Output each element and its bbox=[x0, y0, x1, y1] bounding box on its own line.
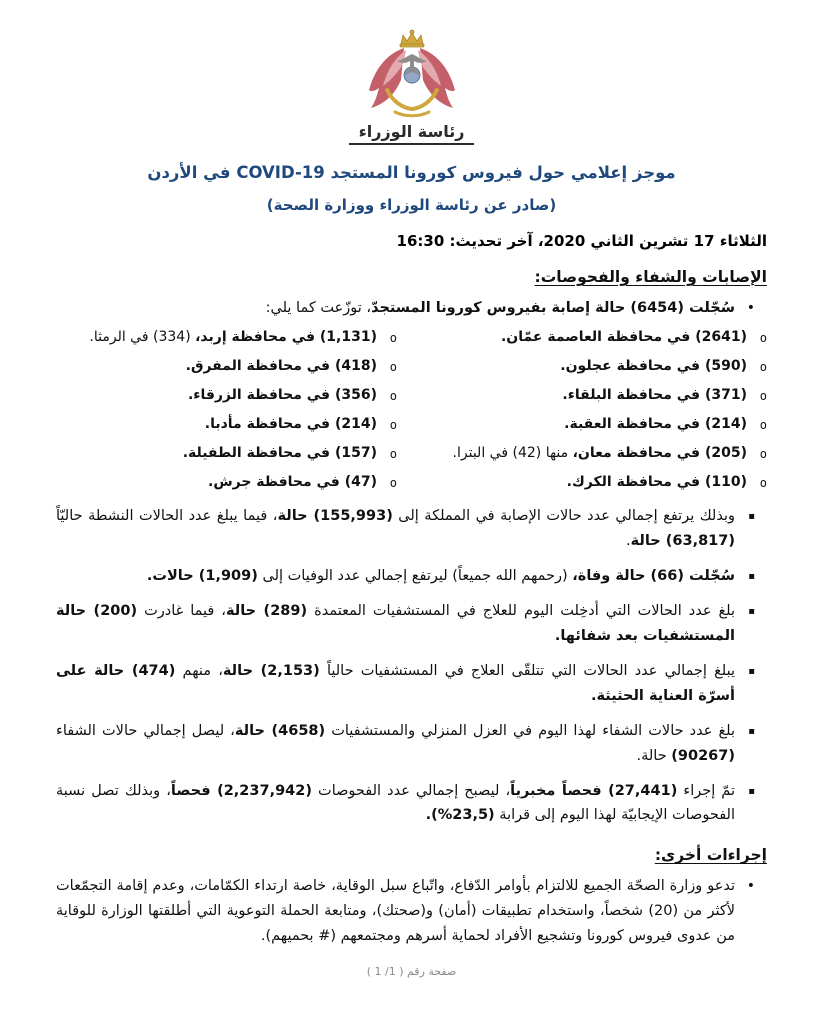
province-text: (214) في محافظة العقبة. bbox=[564, 416, 747, 432]
other-action-item bbox=[56, 874, 767, 949]
stat-item bbox=[56, 504, 767, 554]
circle-bullet-icon: o bbox=[759, 476, 767, 490]
circle-bullet-icon: o bbox=[389, 360, 397, 374]
circle-bullet-icon: o bbox=[759, 389, 767, 403]
province-item bbox=[403, 472, 767, 494]
circle-bullet-icon: o bbox=[389, 331, 397, 345]
stat-item bbox=[56, 719, 767, 769]
section-header-other: إجراءات أخرى: bbox=[654, 846, 767, 865]
province-text: (157) في محافظة الطفيلة. bbox=[182, 445, 377, 461]
circle-bullet-icon: o bbox=[759, 360, 767, 374]
other-action-text: تدعو وزارة الصحّة الجميع للالتزام بأوامر الدّفاع، واتّباع سبل الوقاية، خاصة ارتداء الكمّامات، وعدم إقامة التجمّعات لأكثر من (20) شخصاً، واستخدام تطبيقات (أمان) و(صحتك)، ومتابعة الحملة التوعوية التي أطلقتها الوزارة للوقاية من عدوى فيروس كورونا وتشجيع الأفراد لحماية أسرهم ومجتمعهم (# بحميهم). bbox=[56, 878, 735, 945]
province-text: (371) في محافظة البلقاء. bbox=[562, 387, 747, 403]
cases-intro-text: سُجّلت (6454) حالة إصابة بفيروس كورونا المستجدّ، توزّعت كما يلي: bbox=[265, 300, 735, 316]
province-item bbox=[56, 472, 397, 494]
province-item bbox=[56, 385, 397, 407]
document-title: موجز إعلامي حول فيروس كورونا المستجد COVID-19 في الأردن bbox=[147, 163, 676, 182]
jordan-coat-of-arms-icon bbox=[357, 28, 467, 120]
province-list bbox=[56, 327, 767, 494]
province-text: (2641) في محافظة العاصمة عمّان. bbox=[500, 329, 747, 345]
bullet-icon: • bbox=[746, 300, 755, 316]
circle-bullet-icon: o bbox=[759, 331, 767, 345]
circle-bullet-icon: o bbox=[389, 447, 397, 461]
province-text: (47) في محافظة جرش. bbox=[208, 474, 377, 490]
circle-bullet-icon: o bbox=[389, 389, 397, 403]
circle-bullet-icon: o bbox=[389, 476, 397, 490]
circle-bullet-icon: o bbox=[759, 447, 767, 461]
province-text: (418) في محافظة المفرق. bbox=[185, 358, 377, 374]
prime-ministry-logo bbox=[56, 28, 767, 145]
page-number: صفحة رقم ( 1/ 1 ) bbox=[366, 965, 457, 978]
document-subtitle: (صادر عن رئاسة الوزراء ووزارة الصحة) bbox=[266, 196, 557, 214]
square-bullet-icon: ▪ bbox=[748, 511, 755, 522]
stat-text: تمّ إجراء (27,441) فحصاً مخبرياً، ليصبح إجمالي عدد الفحوصات (2,237,942) فحصاً، وبذلك تصل نسبة الفحوصات الإيجابيّة لهذا اليوم إلى قرابة (23,5%). bbox=[56, 782, 735, 824]
province-item bbox=[403, 327, 767, 349]
province-item bbox=[403, 414, 767, 436]
stat-text: سُجّلت (66) حالة وفاة، (رحمهم الله جميعاً) ليرتفع إجمالي عدد الوفيات إلى (1,909) حالات. bbox=[146, 567, 735, 584]
province-text: (110) في محافظة الكرك. bbox=[566, 474, 747, 490]
date-line: الثلاثاء 17 تشرين الثاني 2020، آخر تحديث: 16:30 bbox=[396, 232, 767, 250]
stat-text: بلغ عدد حالات الشفاء لهذا اليوم في العزل المنزلي والمستشفيات (4658) حالة، ليصل إجمالي حالات الشفاء (90267) حالة. bbox=[56, 722, 735, 764]
stat-item bbox=[56, 564, 767, 589]
square-bullet-icon: ▪ bbox=[748, 725, 755, 737]
province-item bbox=[403, 385, 767, 407]
circle-bullet-icon: o bbox=[389, 418, 397, 432]
province-text: (205) في محافظة معان، منها (42) في البترا. bbox=[452, 445, 747, 461]
province-item bbox=[56, 356, 397, 378]
province-item bbox=[403, 356, 767, 378]
province-text: (214) في محافظة مأدبا. bbox=[204, 416, 377, 432]
square-bullet-icon: ▪ bbox=[748, 570, 755, 582]
province-text: (590) في محافظة عجلون. bbox=[560, 358, 747, 374]
stat-item bbox=[56, 599, 767, 649]
province-item bbox=[56, 443, 397, 465]
circle-bullet-icon: o bbox=[759, 418, 767, 432]
logo-calligraphy: رئاسة الوزراء bbox=[349, 122, 475, 145]
bullet-icon: • bbox=[746, 878, 755, 895]
stat-text: يبلغ إجمالي عدد الحالات التي تتلقّى العلاج في المستشفيات حالياً (2,153) حالة، منهم (474) حالة على أسرّة العناية الحثيثة. bbox=[56, 662, 736, 704]
section-header-cases: الإصابات والشفاء والفحوصات: bbox=[534, 268, 767, 286]
stat-text: بلغ عدد الحالات التي أدخِلت اليوم للعلاج في المستشفيات المعتمدة (289) حالة، فيما غادرت (200) حالة المستشفيات بعد شفائها. bbox=[56, 602, 736, 644]
stat-item bbox=[56, 779, 767, 829]
province-item bbox=[56, 414, 397, 436]
province-item bbox=[56, 327, 397, 349]
square-bullet-icon: ▪ bbox=[748, 785, 755, 797]
province-item bbox=[403, 443, 767, 465]
other-actions-list bbox=[56, 874, 767, 949]
province-text: (356) في محافظة الزرقاء. bbox=[187, 387, 377, 403]
stat-item bbox=[56, 659, 767, 709]
stats-list bbox=[56, 504, 767, 828]
cases-intro-row bbox=[56, 296, 767, 321]
square-bullet-icon: ▪ bbox=[748, 605, 755, 617]
stat-text: وبذلك يرتفع إجمالي عدد حالات الإصابة في المملكة إلى (155,993) حالة، فيما يبلغ عدد الحالات النشطة حاليّاً (63,817) حالة. bbox=[56, 508, 735, 549]
province-text: (1,131) في محافظة إربد، (334) في الرمثا. bbox=[89, 329, 377, 345]
square-bullet-icon: ▪ bbox=[748, 665, 755, 677]
